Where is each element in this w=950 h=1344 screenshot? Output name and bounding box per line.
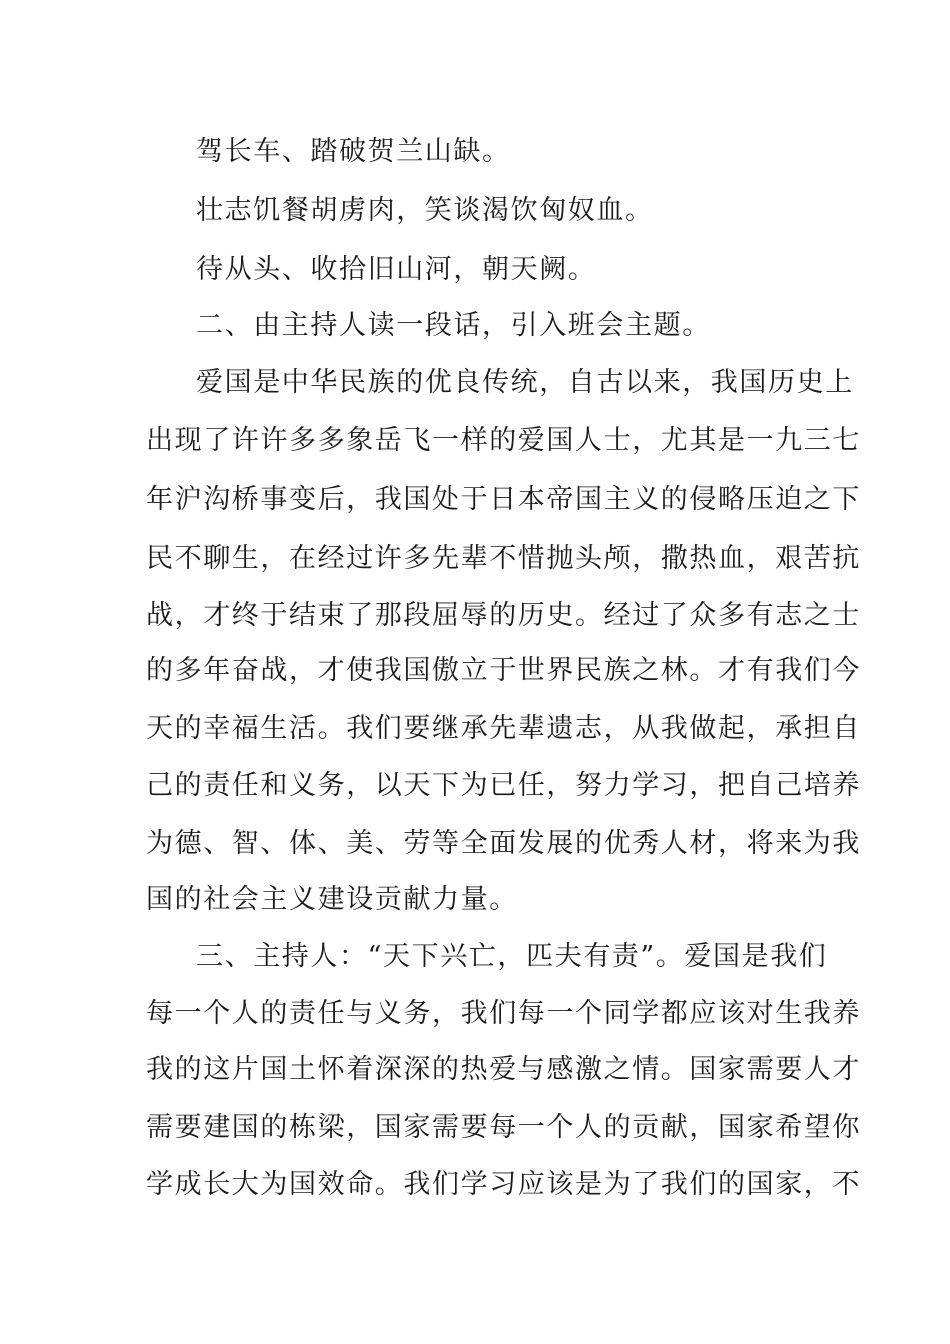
paragraph-line: 己的责任和义务，以天下为已任，努力学习，把自己培养 <box>146 770 861 801</box>
poem-line-2: 壮志饥餐胡虏肉，笑谈渴饮匈奴血。 <box>196 195 654 226</box>
paragraph-line: 为德、智、体、美、劳等全面发展的优秀人材，将来为我 <box>146 828 861 859</box>
poem-line-1: 驾长车、踏破贺兰山缺。 <box>196 136 511 167</box>
paragraph-line: 国的社会主义建设贡献力量。 <box>146 884 518 915</box>
paragraph-line: 每一个人的责任与义务，我们每一个同学都应该对生我养 <box>146 998 861 1029</box>
paragraph-line: 的多年奋战，才使我国傲立于世界民族之林。才有我们今 <box>146 655 861 686</box>
paragraph-line: 我的这片国土怀着深深的热爱与感激之情。国家需要人才 <box>146 1054 861 1085</box>
paragraph-line: 需要建国的栋梁，国家需要每一个人的贡献，国家希望你 <box>146 1112 861 1143</box>
paragraph-line: 出现了许许多多象岳飞一样的爱国人士，尤其是一九三七 <box>146 425 861 456</box>
paragraph-line: 爱国是中华民族的优良传统，自古以来，我国历史上 <box>196 367 854 398</box>
paragraph-line: 天的幸福生活。我们要继承先辈遗志，从我做起，承担自 <box>146 713 861 744</box>
paragraph-line: 三、主持人：“天下兴亡，匹夫有责”。爱国是我们 <box>196 941 828 972</box>
poem-line-3: 待从头、收拾旧山河，朝天阙。 <box>196 254 597 285</box>
paragraph-line: 战，才终于结束了那段屈辱的历史。经过了众多有志之士 <box>146 600 861 631</box>
paragraph-line: 学成长大为国效命。我们学习应该是为了我们的国家，不 <box>146 1169 861 1200</box>
paragraph-line: 年沪沟桥事变后，我国处于日本帝国主义的侵略压迫之下 <box>146 484 861 515</box>
paragraph-line: 民不聊生，在经过许多先辈不惜抛头颅，撒热血，艰苦抗 <box>146 543 861 574</box>
section-heading-2: 二、由主持人读一段话，引入班会主题。 <box>196 310 711 341</box>
